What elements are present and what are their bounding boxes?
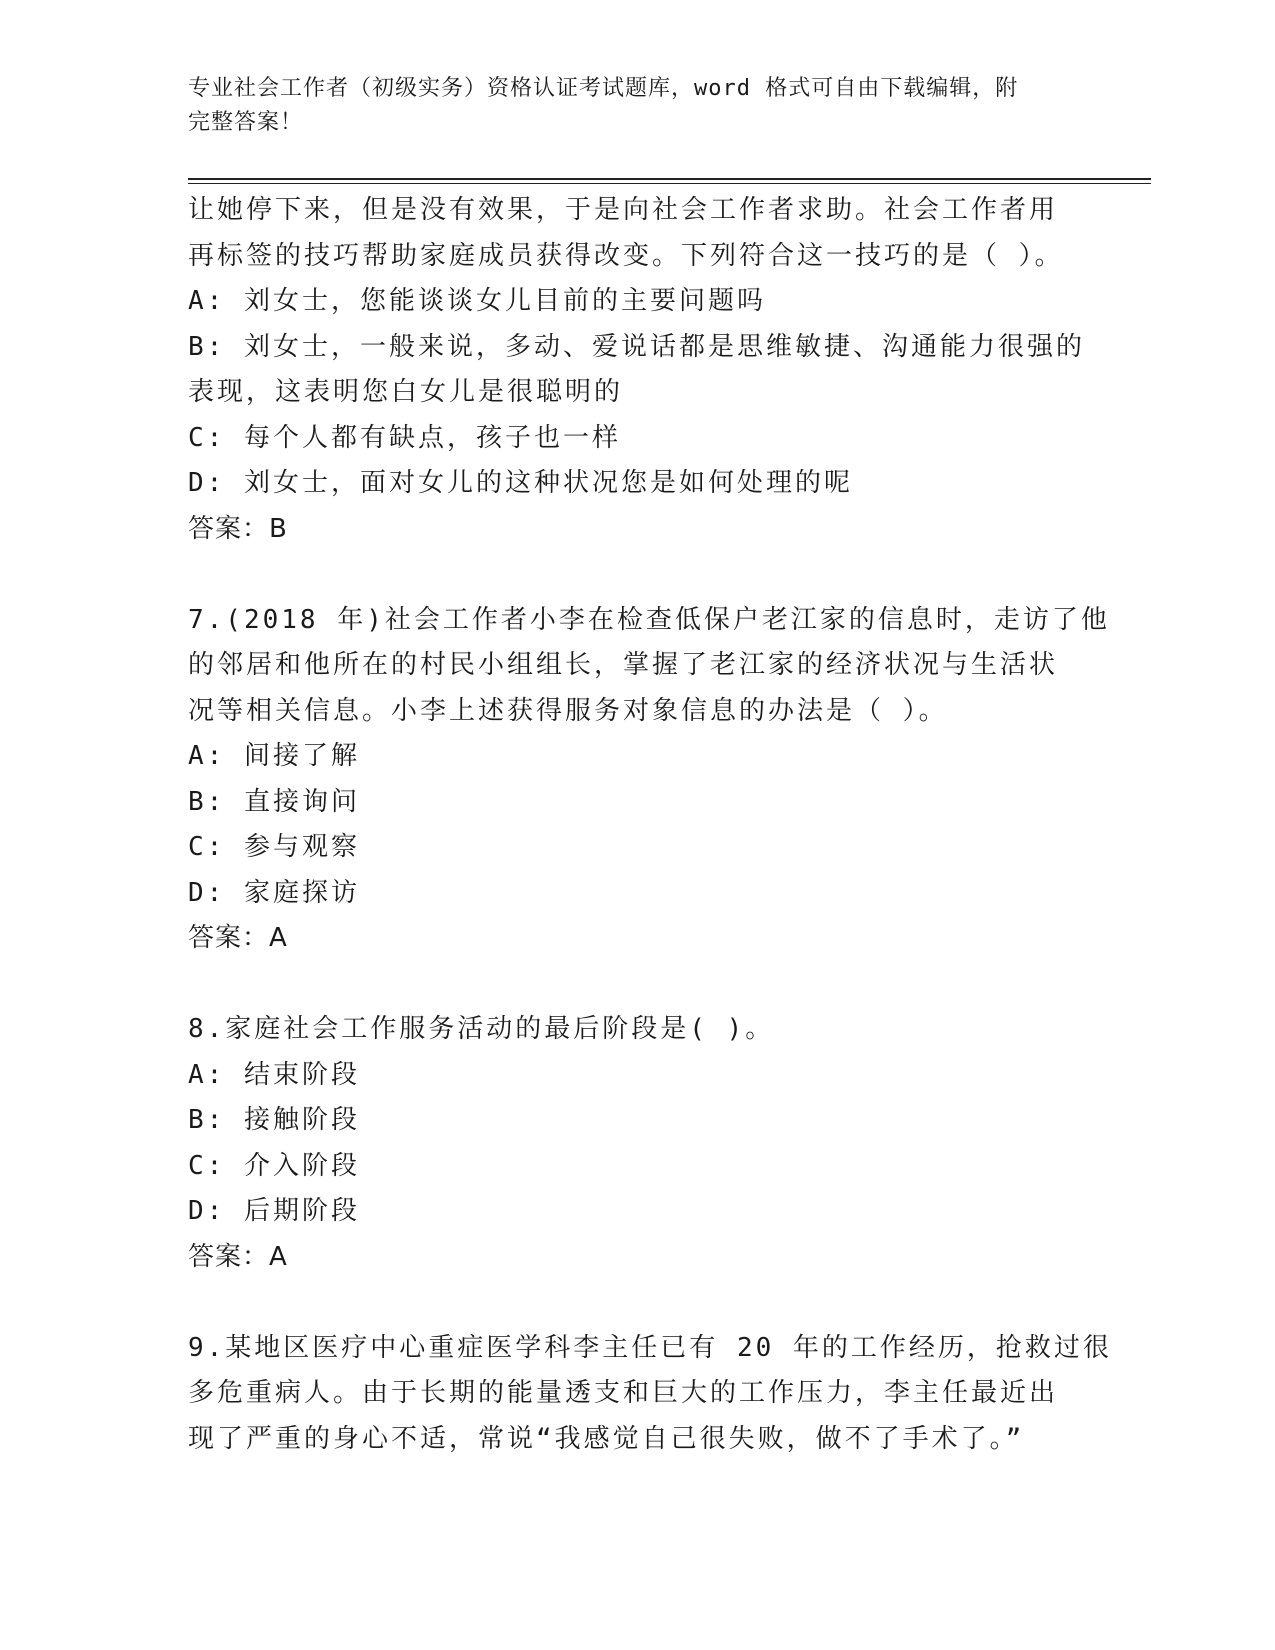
question-8-stem: 8.家庭社会工作服务活动的最后阶段是( )。 xyxy=(188,1014,775,1044)
question-7-option-d: D: 家庭探访 xyxy=(188,877,360,908)
question-9-stem-line-2: 多危重病人。由于长期的能量透支和巨大的工作压力，李主任最近出 xyxy=(188,1378,1059,1408)
question-8-answer: 答案：A xyxy=(188,1241,288,1272)
question-7-option-c: C: 参与观察 xyxy=(188,832,360,862)
page-header xyxy=(188,72,1088,140)
spacer xyxy=(188,962,1088,1008)
question-8-option-a: A: 结束阶段 xyxy=(188,1059,360,1090)
question-7-stem-line-3: 况等相关信息。小李上述获得服务对象信息的办法是（ ）。 xyxy=(188,695,948,726)
question-9-stem-line-1: 9.某地区医疗中心重症医学科李主任已有 20 年的工作经历，抢救过很 xyxy=(188,1332,1112,1363)
header-line-1: 专业社会工作者（初级实务）资格认证考试题库，word 格式可自由下载编辑，附 xyxy=(188,76,1019,101)
question-9 xyxy=(188,1326,1112,1463)
question-8-option-d: D: 后期阶段 xyxy=(188,1196,360,1226)
question-8 xyxy=(188,1007,1088,1280)
question-7-stem-line-1: 7.(2018 年)社会工作者小李在检查低保户老江家的信息时，走访了他 xyxy=(188,604,1110,635)
question-7 xyxy=(188,598,1110,962)
question-6 xyxy=(188,188,1088,552)
question-7-stem-line-2: 的邻居和他所在的村民小组组长，掌握了老江家的经济状况与生活状 xyxy=(188,650,1059,680)
spacer xyxy=(188,552,1088,598)
question-6-option-d: D: 刘女士，面对女儿的这种状况您是如何处理的呢 xyxy=(188,468,853,498)
question-6-stem-line-2: 再标签的技巧帮助家庭成员获得改变。下列符合这一技巧的是（ ）。 xyxy=(188,240,1064,271)
question-9-stem-line-3: 现了严重的身心不适，常说“我感觉自己很失败，做不了手术了。” xyxy=(188,1423,1025,1454)
question-8-option-b: B: 接触阶段 xyxy=(188,1105,360,1135)
question-6-option-b-line-2: 表现，这表明您白女儿是很聪明的 xyxy=(188,377,624,407)
spacer xyxy=(188,1280,1088,1326)
question-7-option-b: B: 直接询问 xyxy=(188,786,360,817)
question-6-option-a: A: 刘女士，您能谈谈女儿目前的主要问题吗 xyxy=(188,286,766,316)
question-6-option-c: C: 每个人都有缺点，孩子也一样 xyxy=(188,422,621,453)
question-6-option-b-line-1: B: 刘女士，一般来说，多动、爱说话都是思维敏捷、沟通能力很强的 xyxy=(188,331,1085,362)
question-6-answer: 答案：B xyxy=(188,513,288,544)
question-8-option-c: C: 介入阶段 xyxy=(188,1150,360,1181)
question-7-option-a: A: 间接了解 xyxy=(188,741,360,771)
question-7-answer: 答案：A xyxy=(188,923,288,953)
header-divider-thin xyxy=(188,183,1151,184)
header-divider-thick xyxy=(188,178,1151,180)
question-content xyxy=(188,188,1112,1462)
header-line-2: 完整答案！ xyxy=(188,110,304,135)
question-6-stem-line-1: 让她停下来，但是没有效果，于是向社会工作者求助。社会工作者用 xyxy=(188,195,1059,225)
